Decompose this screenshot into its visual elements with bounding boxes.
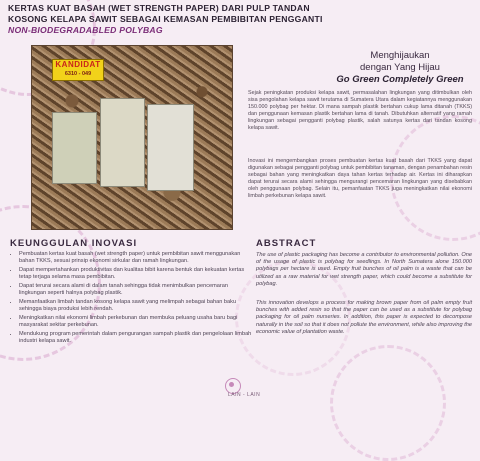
- advantages-list: [10, 251, 255, 346]
- tagline-line1: Menghijaukan: [370, 50, 430, 61]
- list-item: • Mendukung program pemerintah dalam pengurangan sampah plastik dan pengelolaan limbah industri kelapa sawit.: [19, 331, 255, 345]
- poster-subtitle: NON-BIODEGRADABLED POLYBAG: [8, 25, 163, 35]
- logo-text: LAIN - LAIN: [228, 392, 261, 398]
- body-paragraph-2: Inovasi ini mengembangkan proses pembuatan kertas kuat basah dari TKKS yang dapat digunakan sebagai pengganti polybag untuk pembibitan tanaman, dengan penambahan resin sebagai bahan yang meningkatkan daya tahan kertas terhadap air. Kertas ini diharapkan dapat terurai secara alami sehingga mengurangi pencemaran lingkungan yang disebabkan oleh penggunaan polybag. Selain itu, pemanfaatan TKKS juga meningkatkan nilai ekonomi limbah perkebunan kelapa sawit.: [248, 158, 472, 200]
- list-item: • Dapat mempertahankan produktivitas dan kualitas bibit karena bentuk dan kekuatan kertas tetap terjaga selama masa pembibitan.: [19, 267, 255, 281]
- abstract-heading: ABSTRACT: [256, 238, 317, 249]
- list-item: • Meningkatkan nilai ekonomi limbah perkebunan dan membuka peluang usaha baru bagi masyarakat sekitar perkebunan.: [19, 315, 255, 329]
- abstract-paragraph-2: This innovation develops a process for making brown paper from oil palm empty fruit bunches with added resin so that the paper can be used as a substitute for polybag packaging for oil palm nurseries. In addition, this paper is expected to decompose naturally in the soil so that it does not pollute the environment, while also improving the economic value of plantation waste.: [256, 300, 472, 335]
- list-item: • Pembuatan kertas kuat basah (wet strength paper) untuk pembibitan sawit menggunakan bahan TKKS, sesuai prinsip ekonomi sirkular dan ramah lingkungan.: [19, 251, 255, 265]
- abstract-paragraph-1: The use of plastic packaging has become a contributor to environmental pollution. One of the usage of plastic is polybag for seedlings. In North Sumatera alone 150.000 polybags per hectare is used. Empty fruit bunches of oil palm is a waste that can be utilized as a raw material for wet strength paper, which could become a substitute for polybag.: [256, 252, 472, 287]
- advantages-heading: KEUNGGULAN INOVASI: [10, 238, 138, 249]
- poster-title: KERTAS KUAT BASAH (WET STRENGTH PAPER) DARI PULP TANDAN KOSONG KELAPA SAWIT SEBAGAI KEMASAN PEMBIBITAN PENGGANTI: [8, 3, 323, 24]
- paper-sample: [147, 104, 194, 191]
- body-paragraph-1: Sejak peningkatan produksi kelapa sawit, permasalahan lingkungan yang ditimbulkan oleh sisa pengolahan kelapa sawit terutama di Sumatera Utara dalam kegiatannya menggunakan 150.000 polybag per hektar. Di mana sampah plastik bertahan cukup lama ditanah (TKKS) dan penggunaan kemasan plastik bertahan lama di tanah. Dibutuhkan alternatif yang ramah lingkungan sebagai pengganti polybag plastik, salah satunya kertas dari tandan kosong kelapa sawit.: [248, 90, 472, 132]
- tagline-line2: dengan Yang Hijau: [360, 62, 440, 73]
- tagline: [330, 50, 470, 86]
- candidate-badge: [52, 59, 104, 81]
- paper-sample: [52, 112, 97, 184]
- list-item: • Dapat terurai secara alami di dalam tanah sehingga tidak menimbulkan pencemaran lingkungan seperti halnya polybag plastik.: [19, 283, 255, 297]
- badge-code: 6310 - 049: [64, 71, 92, 77]
- list-item: • Memanfaatkan limbah tandan kosong kelapa sawit yang melimpah sebagai bahan baku sehingga biaya produksi lebih rendah.: [19, 299, 255, 313]
- badge-title: KANDIDAT: [55, 60, 101, 69]
- tagline-line3: Go Green Completely Green: [336, 74, 464, 85]
- paper-sample: [100, 98, 145, 187]
- gear-decoration: [330, 345, 446, 461]
